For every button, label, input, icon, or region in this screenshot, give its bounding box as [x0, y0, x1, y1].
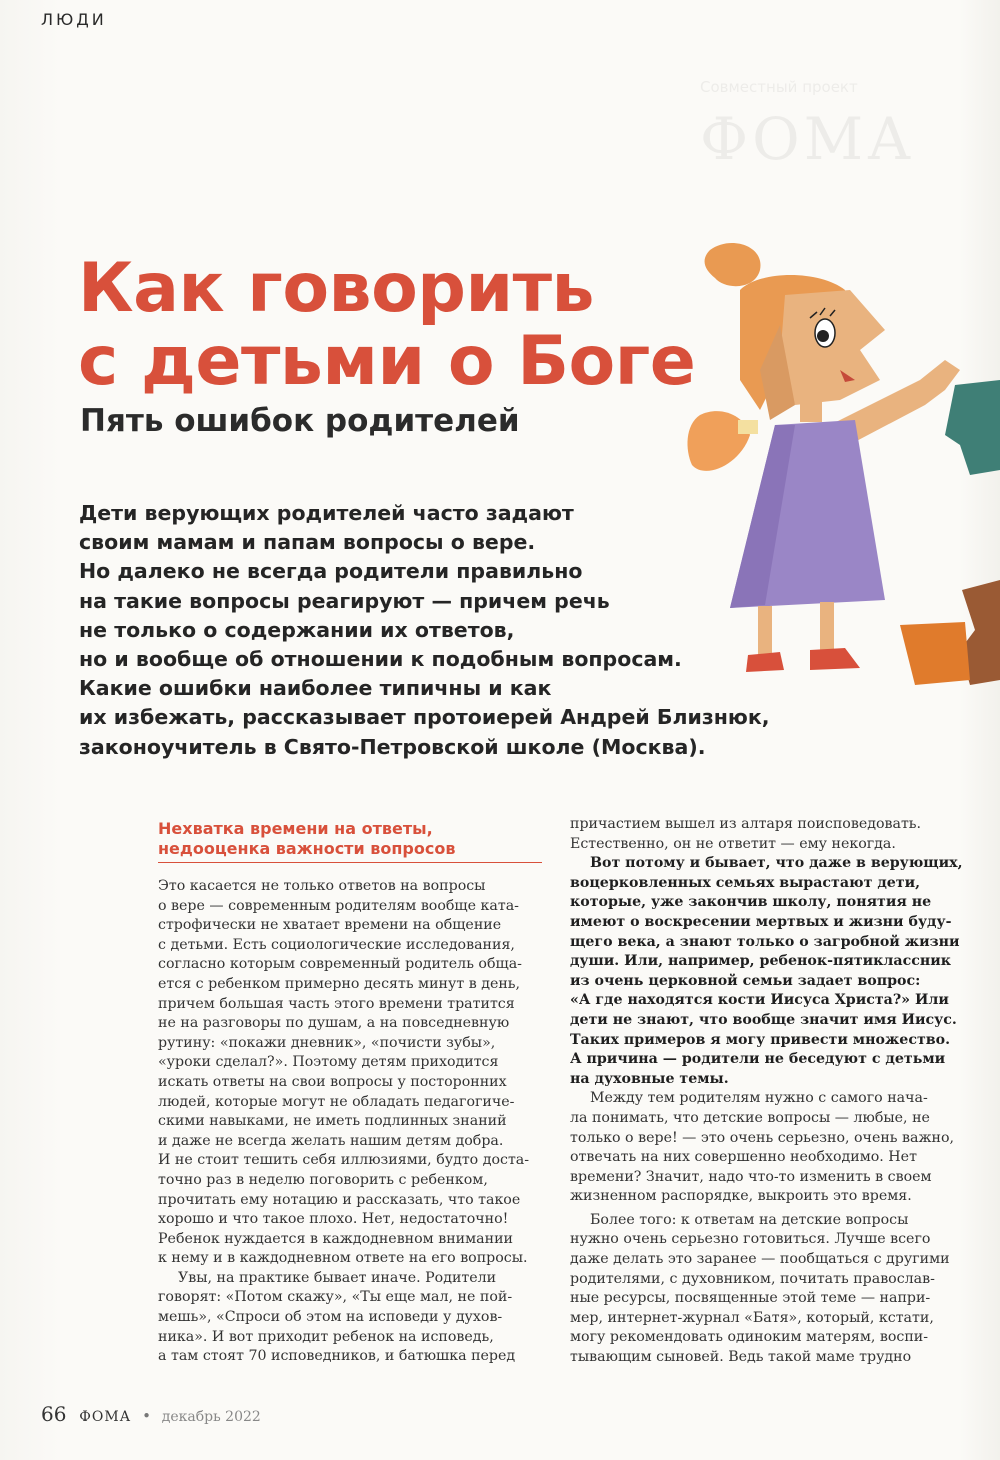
body-text-line: И не стоит тешить себя иллюзиями, будто доста-	[158, 1152, 530, 1169]
lead-line: Дети верующих родителей часто задают	[79, 501, 574, 525]
right-leg	[820, 602, 834, 652]
body-text-line: души. Или, например, ребенок-пятиклассник	[570, 953, 952, 970]
right-shoe	[810, 648, 860, 670]
subhead-line: недооценка важности вопросов	[158, 839, 456, 858]
lead-line: Какие ошибки наиболее типичны и как	[79, 676, 552, 701]
body-text-line: Между тем родителям нужно с самого нача-	[590, 1090, 928, 1107]
body-text-line: даже делать это заранее — пообщаться с другими	[570, 1251, 950, 1268]
body-text-line: дети не знают, что вообще значит имя Иисус.	[570, 1011, 957, 1028]
orange-cutout-shape	[900, 622, 970, 685]
body-text-line: воцерковленных семьях вырастают дети,	[570, 874, 921, 891]
body-text-line: Таких примеров я могу привести множество.	[570, 1031, 951, 1048]
body-text-line: времени? Значит, надо что-то изменить в своем	[570, 1168, 932, 1185]
lead-line: их избежать, рассказывает протоиерей Андрей Близнюк,	[79, 705, 770, 730]
body-text-line: причем большая часть этого времени тратится	[158, 995, 515, 1012]
body-text-line: Естественно, он не ответит — ему некогда.	[570, 835, 896, 852]
body-text-line: мешь», «Спроси об этом на исповеди у духов-	[158, 1309, 503, 1326]
body-text-line: людей, которые могут не обладать педагогиче-	[158, 1093, 515, 1110]
bleed-through-text: Совместный проект	[700, 78, 858, 96]
body-text-line: Вот потому и бывает, что даже в верующих,	[590, 855, 963, 872]
left-text-column	[158, 877, 542, 1367]
subhead-line: Нехватка времени на ответы,	[158, 819, 433, 838]
footer-separator: •	[142, 1407, 151, 1425]
lead-line: не только о содержании их ответов,	[79, 617, 515, 642]
body-text-line: прочитать ему нотацию и рассказать, что такое	[158, 1191, 521, 1208]
body-text-line: имеют о воскресении мертвых и жизни буду-	[570, 913, 952, 930]
body-text-line: хорошо и что такое плохо. Нет, недостаточно!	[158, 1211, 509, 1228]
body-text-line: не на разговоры по душам, а на повседневную	[158, 1015, 510, 1032]
body-text-line: с детьми. Есть социологические исследования,	[158, 936, 515, 953]
body-text-line: говорят: «Потом скажу», «Ты еще мал, не пой-	[158, 1289, 513, 1306]
body-text-line: точно раз в неделю поговорить с ребенком,	[158, 1171, 488, 1188]
body-text-line: согласно которым современный родитель обща-	[158, 956, 522, 973]
left-leg	[758, 606, 772, 656]
subhead-divider	[158, 862, 542, 863]
body-text-line: отвечать на них совершенно необходимо. Нет	[570, 1149, 917, 1166]
body-text-line: ные ресурсы, посвященные этой теме — напри-	[570, 1290, 931, 1307]
body-text-line: ется с ребенком примерно десять минут в день,	[158, 975, 521, 992]
title-line-2: с детьми о Боге	[78, 322, 696, 401]
body-text-line: причастием вышел из алтаря поисповедовать.	[570, 816, 922, 832]
body-text-line: Увы, на практике бывает иначе. Родители	[178, 1269, 497, 1286]
body-text-line: «уроки сделал?». Поэтому детям приходится	[158, 1054, 499, 1071]
body-text-line: ла понимать, что детские вопросы — любые, не	[570, 1109, 930, 1126]
lead-line: но и вообще об отношении к подобным вопросам.	[79, 647, 682, 672]
body-text-line: щего века, а знают только о загробной жизни	[570, 933, 960, 950]
body-text-line: на духовные темы.	[570, 1070, 729, 1087]
right-text-column	[570, 815, 970, 1368]
lead-line: своим мамам и папам вопросы о вере.	[79, 530, 536, 555]
pigtail-top	[705, 243, 761, 286]
body-text-line: мер, интернет-журнал «Батя», который, кстати,	[570, 1309, 934, 1326]
page-footer	[41, 1402, 261, 1426]
teal-cutout-shape	[945, 380, 1000, 475]
left-shoe	[746, 652, 784, 672]
body-text-line: Более того: к ответам на детские вопросы	[590, 1211, 909, 1228]
body-text-line: строфически не хватает времени на общение	[158, 917, 502, 934]
body-text-line: А причина — родители не беседуют с детьми	[570, 1051, 946, 1068]
section-label: ЛЮДИ	[41, 10, 107, 29]
title-line-1: Как говорить	[78, 249, 595, 328]
article-title	[78, 249, 696, 401]
body-text-line: из очень церковной семьи задает вопрос:	[570, 972, 921, 989]
body-text-line: Это касается не только ответов на вопросы	[158, 878, 486, 894]
body-text-line: к нему и в каждодневном ответе на его вопросы.	[158, 1250, 528, 1267]
body-text-line: только о вере! — это очень серьезно, очень важно,	[570, 1129, 955, 1146]
body-text-line: тывающим сыновей. Ведь такой маме трудно	[570, 1349, 912, 1366]
bleed-through-logo: ФОМА	[700, 105, 916, 173]
page-number: 66	[41, 1402, 67, 1426]
hair-tie	[738, 420, 758, 434]
article-lead	[79, 499, 770, 762]
body-text-line: рутину: «покажи дневник», «почисти зубы»,	[158, 1034, 496, 1051]
lead-line: Но далеко не всегда родители правильно	[79, 559, 583, 584]
pupil	[817, 330, 829, 342]
section-subhead	[158, 819, 455, 859]
lead-line: законоучитель в Свято-Петровской школе (Москва).	[79, 734, 706, 759]
body-text-line: а там стоят 70 исповедников, и батюшка перед	[158, 1348, 516, 1365]
issue-date: декабрь 2022	[161, 1409, 261, 1425]
body-text-line: жизненном распорядке, выкроить это время.	[570, 1188, 912, 1205]
body-text-line: родителями, с духовником, почитать православ-	[570, 1270, 935, 1287]
body-text-line: могу рекомендовать одиноким матерям, воспи-	[570, 1329, 929, 1346]
article-subtitle: Пять ошибок родителей	[80, 403, 520, 439]
magazine-name: ФОМА	[79, 1409, 132, 1425]
body-text-line: ника». И вот приходит ребенок на исповедь,	[158, 1328, 494, 1345]
body-text-line: и даже не всегда желать нашим детям добра.	[158, 1132, 504, 1149]
lead-line: на такие вопросы реагируют — причем речь	[79, 588, 610, 613]
neck	[800, 402, 822, 422]
body-text-line: о вере — современным родителям вообще ката-	[158, 897, 519, 914]
body-text-line: «А где находятся кости Иисуса Христа?» Или	[570, 992, 949, 1009]
body-text-line: которые, уже закончив школу, понятия не	[570, 894, 932, 911]
body-text-line: нужно очень серьезно готовиться. Лучше всего	[570, 1231, 931, 1248]
body-text-line: скими навыками, не иметь подлинных знаний	[158, 1113, 507, 1130]
body-text-line: Ребенок нуждается в каждодневном внимании	[158, 1230, 513, 1247]
body-text-line: искать ответы на свои вопросы у посторонних	[158, 1073, 507, 1090]
face	[780, 290, 885, 405]
